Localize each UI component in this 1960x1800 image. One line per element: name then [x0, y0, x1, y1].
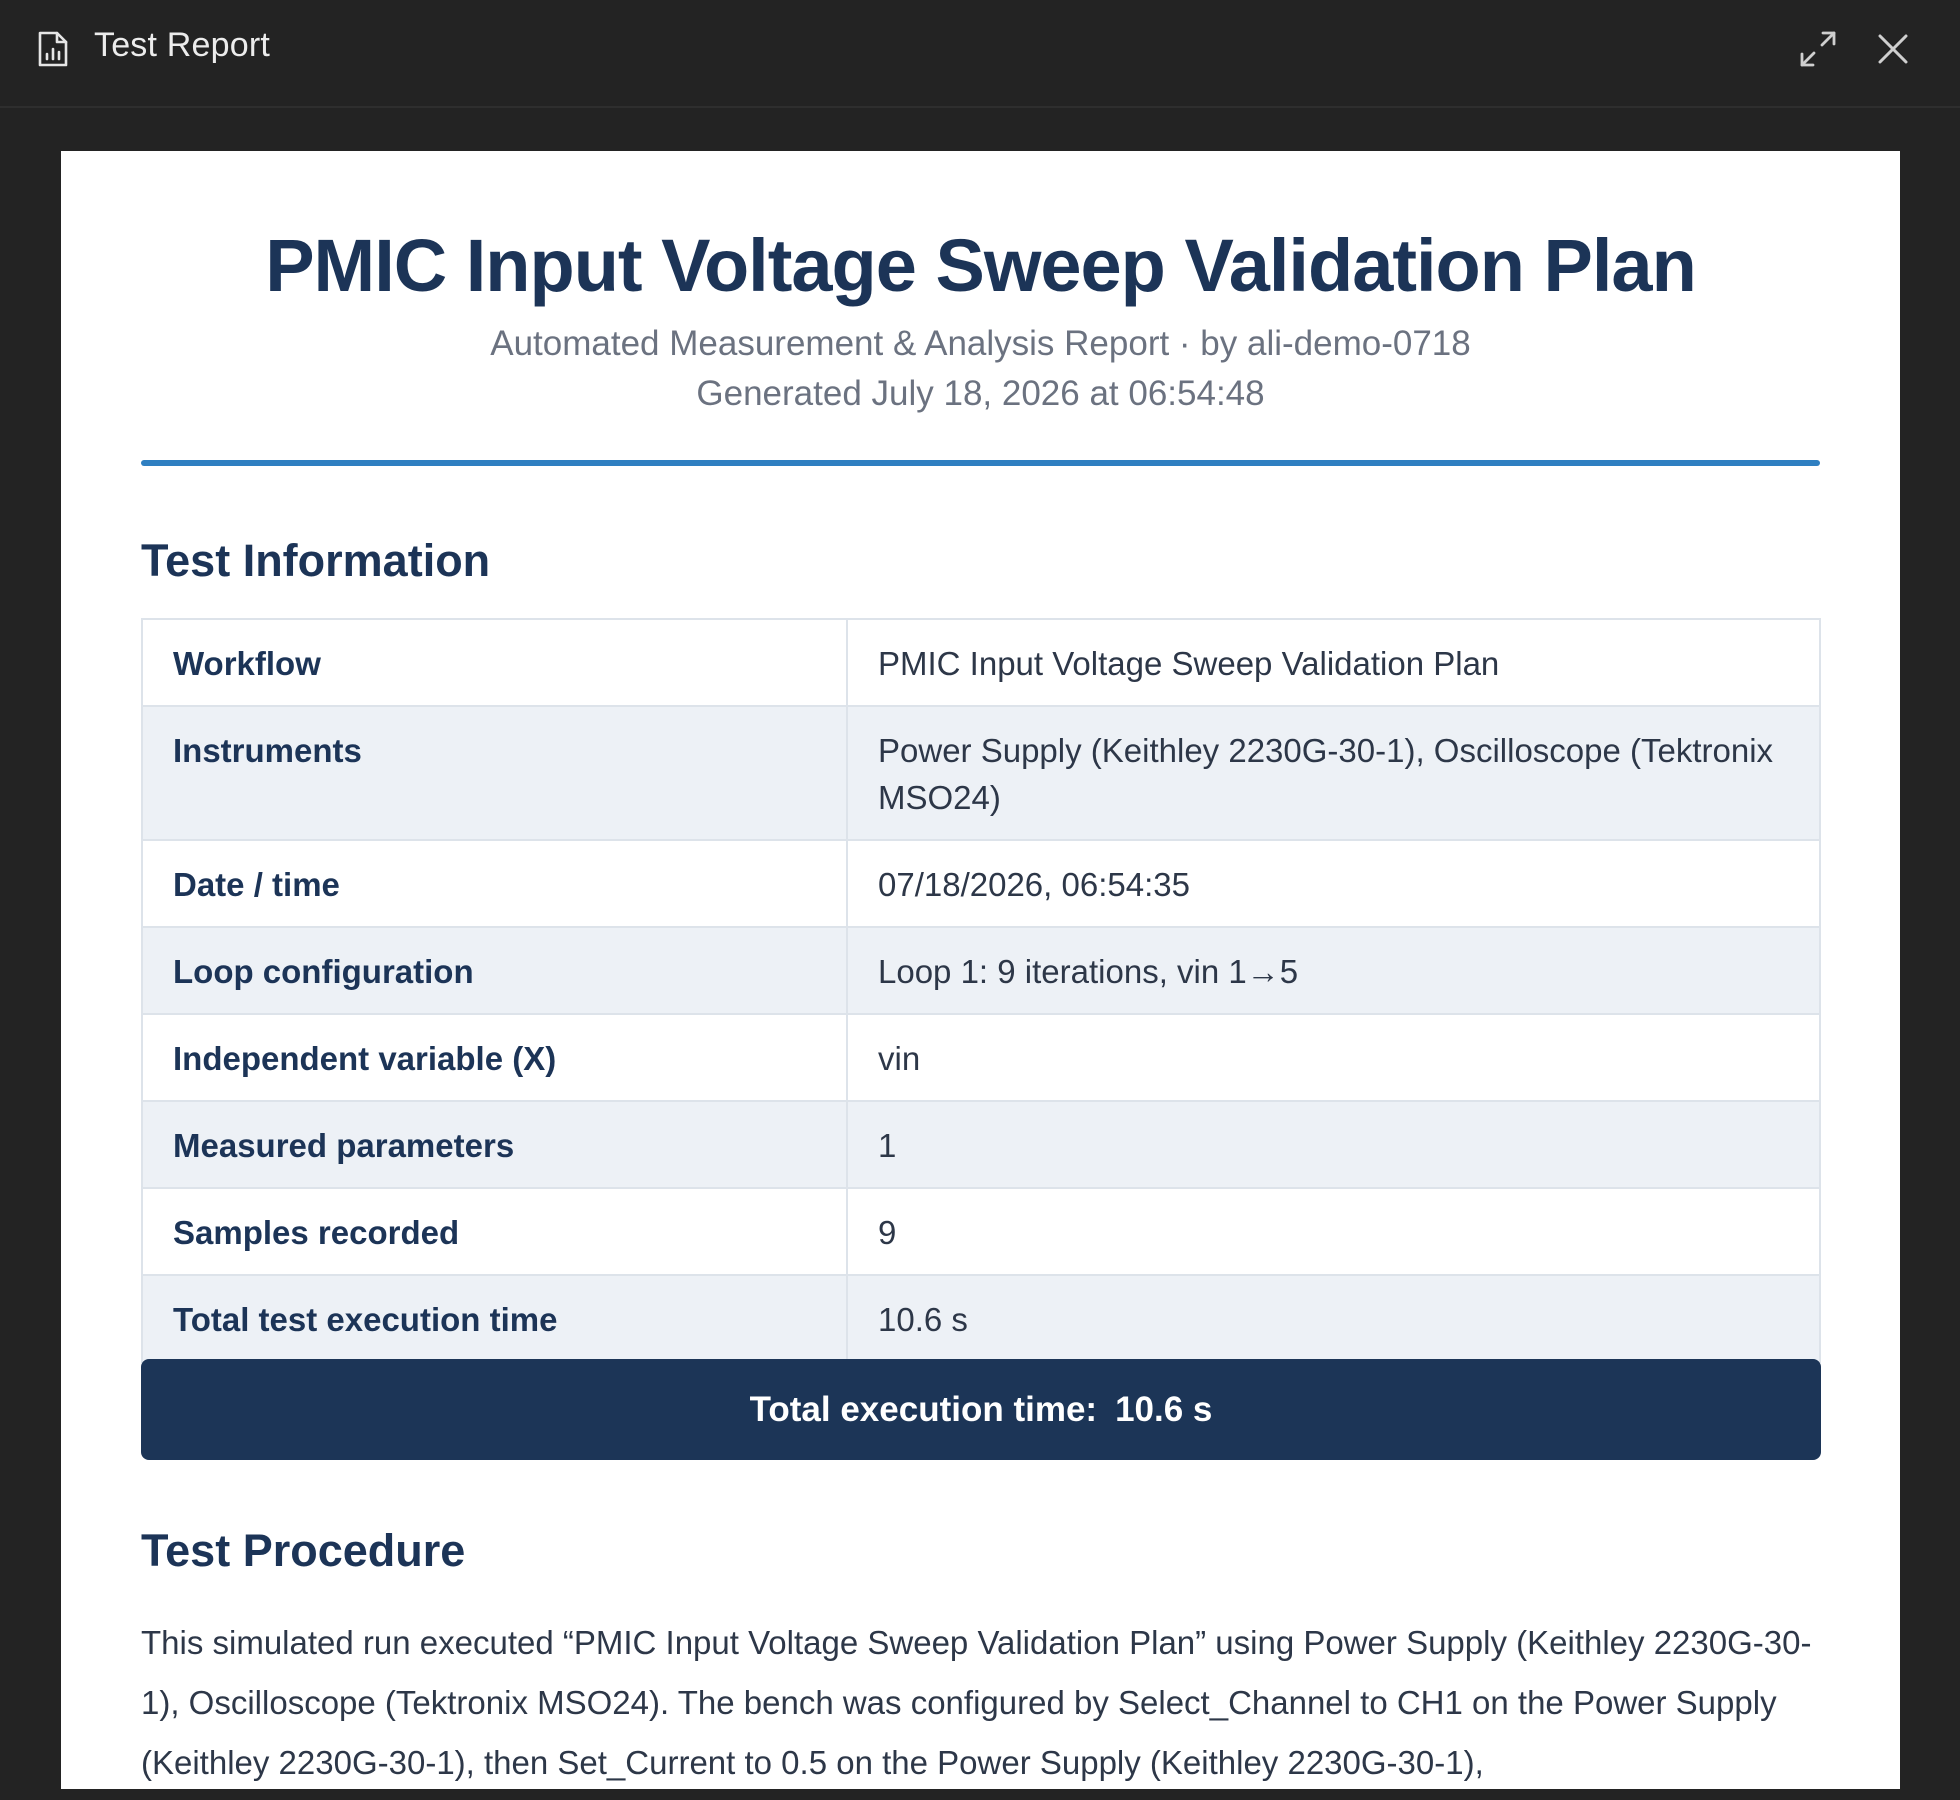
- table-row-value: vin: [847, 1014, 1820, 1101]
- table-row: [142, 927, 1820, 1014]
- document-report-icon: [36, 30, 70, 68]
- table-row: [142, 706, 1820, 840]
- table-row-key: Workflow: [142, 619, 847, 706]
- execution-time-value: 10.6 s: [1115, 1389, 1213, 1429]
- section-title-test-information: Test Information: [141, 535, 491, 586]
- window-titlebar: [0, 0, 1960, 108]
- table-row-key: Date / time: [142, 840, 847, 927]
- report-page: [61, 151, 1900, 1789]
- test-procedure-text: This simulated run executed “PMIC Input Voltage Sweep Validation Plan” using Power Supply (Keithley 2230G-30-1), Oscilloscope (Tektronix MSO24). The bench was configured by Select_Channel to CH1 on the Power Supply (Keithley 2230G-30-1), then Set_Current to 0.5 on the Power Supply (Keithley 2230G-30-1),: [141, 1624, 1812, 1781]
- table-row: [142, 1101, 1820, 1188]
- table-row-key: Samples recorded: [142, 1188, 847, 1275]
- table-row-value: Power Supply (Keithley 2230G-30-1), Oscilloscope (Tektronix MSO24): [847, 706, 1820, 840]
- table-row-key: Loop configuration: [142, 927, 847, 1014]
- table-row-value: 07/18/2026, 06:54:35: [847, 840, 1820, 927]
- table-row: [142, 840, 1820, 927]
- table-row-key: Instruments: [142, 706, 847, 840]
- section-title-test-procedure: Test Procedure: [141, 1525, 466, 1576]
- close-icon[interactable]: [1872, 28, 1914, 70]
- window-title: Test Report: [94, 26, 271, 64]
- test-information-table: [141, 618, 1821, 1363]
- report-subtitle: Automated Measurement & Analysis Report · by ali-demo-0718: [490, 324, 1471, 363]
- title-divider: [141, 460, 1820, 466]
- report-title: PMIC Input Voltage Sweep Validation Plan: [265, 224, 1696, 307]
- table-row-value: PMIC Input Voltage Sweep Validation Plan: [847, 619, 1820, 706]
- table-row-key: Total test execution time: [142, 1275, 847, 1362]
- table-row-value: 9: [847, 1188, 1820, 1275]
- table-row-value: 1: [847, 1101, 1820, 1188]
- table-row-key: Independent variable (X): [142, 1014, 847, 1101]
- execution-time-label: Total execution time:: [749, 1389, 1098, 1429]
- table-row-value: Loop 1: 9 iterations, vin 1→5: [847, 927, 1820, 1014]
- table-row: [142, 1014, 1820, 1101]
- total-execution-time-banner: [141, 1359, 1821, 1460]
- table-row: [142, 619, 1820, 706]
- report-generated-date: Generated July 18, 2026 at 06:54:48: [696, 374, 1265, 413]
- table-row: [142, 1275, 1820, 1362]
- table-row-value: 10.6 s: [847, 1275, 1820, 1362]
- table-row: [142, 1188, 1820, 1275]
- table-row-key: Measured parameters: [142, 1101, 847, 1188]
- expand-icon[interactable]: [1797, 28, 1839, 70]
